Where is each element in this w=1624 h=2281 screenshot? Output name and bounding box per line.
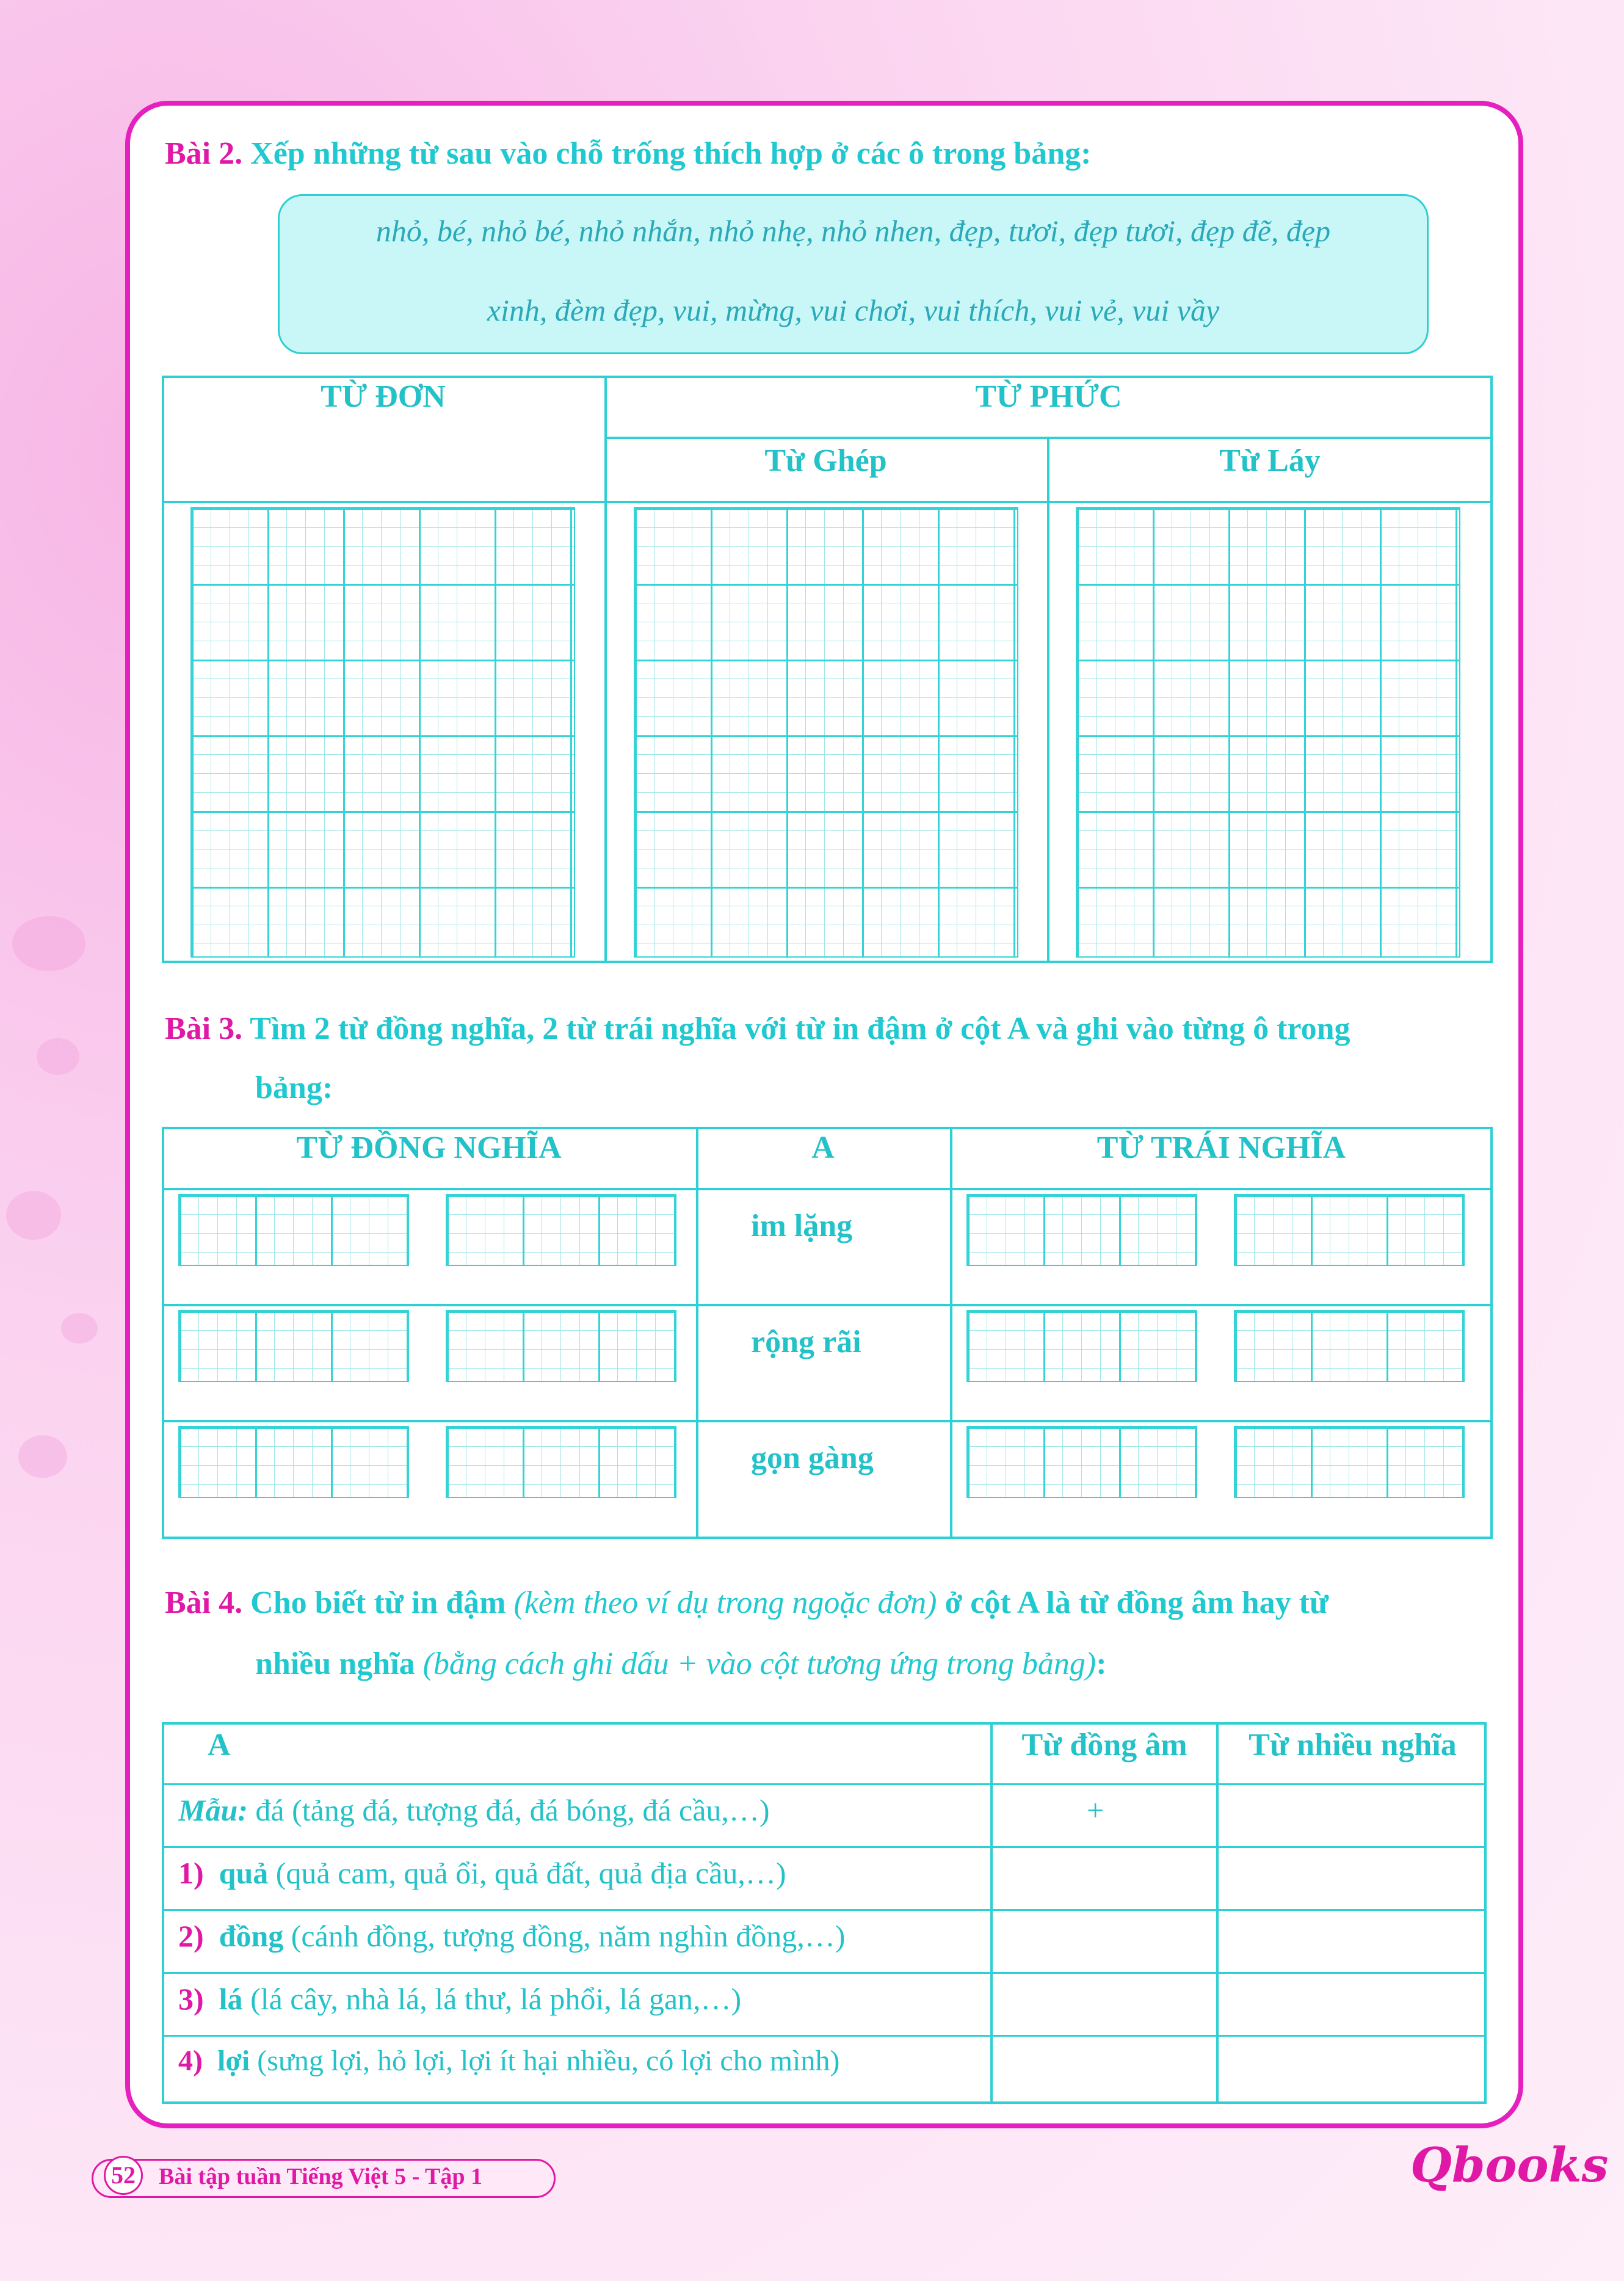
col-tu-ghep: Từ Ghép xyxy=(764,443,887,478)
row-word: lá xyxy=(219,1982,243,2016)
writing-grid-trai-nghia[interactable] xyxy=(966,1426,1197,1498)
background-blob xyxy=(61,1313,98,1344)
bai2-instruction: Xếp những từ sau vào chỗ trống thích hợp ở các ô trong bảng: xyxy=(250,136,1092,171)
bai2-words-line2: xinh, đèm đẹp, vui, mừng, vui chơi, vui thích, vui vẻ, vui vầy xyxy=(487,293,1220,327)
mau-mark: + xyxy=(1087,1793,1104,1827)
writing-grid-dong-nghia[interactable] xyxy=(178,1310,409,1382)
answer-cell-nhieu-nghia[interactable] xyxy=(1219,1848,1487,1909)
writing-grid-tu-don[interactable] xyxy=(190,507,575,958)
writing-grid-trai-nghia[interactable] xyxy=(966,1310,1197,1382)
bai4-col-nhieu-nghia: Từ nhiều nghĩa xyxy=(1249,1728,1457,1763)
bai4-row xyxy=(178,1981,741,2017)
bai4-col-dong-am: Từ đồng âm xyxy=(1021,1728,1187,1763)
row-example: (quả cam, quả ổi, quả đất, quả địa cầu,…) xyxy=(275,1856,786,1890)
bai4-line1-part3: ở cột A là từ đồng âm hay từ xyxy=(944,1585,1329,1620)
bai3-label: Bài 3. xyxy=(165,1011,243,1046)
bai3-heading-line2: bảng: xyxy=(255,1071,333,1105)
bai3-divider xyxy=(162,1420,1493,1422)
col-a: A xyxy=(811,1130,835,1165)
bai4-divider xyxy=(162,2035,1487,2037)
writing-grid-trai-nghia[interactable] xyxy=(1234,1194,1465,1266)
bai2-divider xyxy=(162,501,1493,503)
book-title: Bài tập tuần Tiếng Việt 5 - Tập 1 xyxy=(159,2164,483,2189)
background-blob xyxy=(12,916,85,971)
row-example: (cánh đồng, tượng đồng, năm nghìn đồng,…) xyxy=(291,1919,846,1953)
bai4-heading-line2 xyxy=(255,1646,1107,1683)
row-example: (sưng lợi, hỏ lợi, lợi ít hại nhiều, có lợi cho mình) xyxy=(257,2045,840,2077)
bai2-divider xyxy=(1047,437,1049,963)
row-number: 1) xyxy=(178,1856,204,1890)
writing-grid-dong-nghia[interactable] xyxy=(178,1426,409,1498)
row-example: (lá cây, nhà lá, lá thư, lá phổi, lá gan,…) xyxy=(250,1982,742,2016)
col-tu-lay: Từ Láy xyxy=(1219,443,1321,478)
writing-grid-dong-nghia[interactable] xyxy=(446,1426,676,1498)
bai4-line1-part1: Cho biết từ in đậm xyxy=(250,1585,506,1620)
bai3-divider xyxy=(162,1188,1493,1190)
writing-grid-tu-ghep[interactable] xyxy=(634,507,1018,958)
row-word: quả xyxy=(219,1856,269,1890)
row-number: 4) xyxy=(178,2045,203,2077)
writing-grid-dong-nghia[interactable] xyxy=(178,1194,409,1266)
bai4-divider xyxy=(1216,1722,1219,2104)
row-word: lợi xyxy=(217,2045,250,2077)
background-blob xyxy=(18,1435,67,1478)
answer-cell-dong-am[interactable] xyxy=(993,1848,1216,1909)
writing-grid-trai-nghia[interactable] xyxy=(1234,1310,1465,1382)
row-number: 3) xyxy=(178,1982,204,2016)
writing-grid-dong-nghia[interactable] xyxy=(446,1194,676,1266)
bai4-divider xyxy=(162,1783,1487,1785)
background-blob xyxy=(6,1191,61,1240)
bai4-divider xyxy=(162,1909,1487,1911)
bai4-heading-line1 xyxy=(165,1585,1329,1621)
bai2-heading xyxy=(165,136,1091,172)
qbooks-logo: Qbooks xyxy=(1410,2137,1609,2193)
bai4-divider xyxy=(162,1972,1487,1974)
bai3-divider xyxy=(162,1304,1493,1306)
writing-grid-trai-nghia[interactable] xyxy=(966,1194,1197,1266)
bai4-line2-part3: : xyxy=(1096,1646,1107,1681)
bai3-heading-line1 xyxy=(165,1011,1350,1047)
bai4-line1-part2: (kèm theo ví dụ trong ngoặc đơn) xyxy=(513,1585,937,1620)
bai4-label: Bài 4. xyxy=(165,1585,243,1620)
bai2-words-line1: nhỏ, bé, nhỏ bé, nhỏ nhắn, nhỏ nhẹ, nhỏ nhen, đẹp, tươi, đẹp tươi, đẹp đẽ, đẹp xyxy=(375,214,1331,248)
page-number: 52 xyxy=(104,2156,143,2195)
col-tu-don: TỪ ĐƠN xyxy=(321,379,446,414)
bai3-word-rong-rai: rộng rãi xyxy=(751,1325,861,1359)
bai2-word-box xyxy=(278,194,1429,354)
bai4-line2-part1: nhiều nghĩa xyxy=(255,1646,415,1681)
col-trai-nghia: TỪ TRÁI NGHĨA xyxy=(1097,1130,1346,1165)
bai4-line2-part2: (bằng cách ghi dấu + vào cột tương ứng trong bảng) xyxy=(422,1646,1097,1681)
background-blob xyxy=(37,1038,79,1075)
writing-grid-tu-lay[interactable] xyxy=(1076,507,1460,958)
bai3-word-gon-gang: gọn gàng xyxy=(751,1441,874,1475)
bai4-col-a: A xyxy=(208,1728,231,1763)
bai2-label: Bài 2. xyxy=(165,136,243,171)
bai4-row xyxy=(178,1855,786,1891)
bai3-word-im-lang: im lặng xyxy=(751,1209,853,1243)
bai4-row xyxy=(178,1918,845,1954)
bai3-instruction-line1: Tìm 2 từ đồng nghĩa, 2 từ trái nghĩa với từ in đậm ở cột A và ghi vào từng ô trong xyxy=(250,1011,1350,1046)
writing-grid-dong-nghia[interactable] xyxy=(446,1310,676,1382)
bai4-divider xyxy=(990,1722,993,2104)
col-tu-phuc: TỪ PHỨC xyxy=(975,379,1122,414)
writing-grid-trai-nghia[interactable] xyxy=(1234,1426,1465,1498)
bai4-mau-row xyxy=(178,1792,770,1828)
row-word: đồng xyxy=(219,1919,284,1953)
mau-text: đá (tảng đá, tượng đá, đá bóng, đá cầu,…) xyxy=(255,1793,770,1827)
row-number: 2) xyxy=(178,1919,204,1953)
mau-label: Mẫu: xyxy=(178,1793,248,1827)
col-dong-nghia: TỪ ĐỒNG NGHĨA xyxy=(296,1130,562,1165)
bai4-row xyxy=(178,2044,839,2078)
